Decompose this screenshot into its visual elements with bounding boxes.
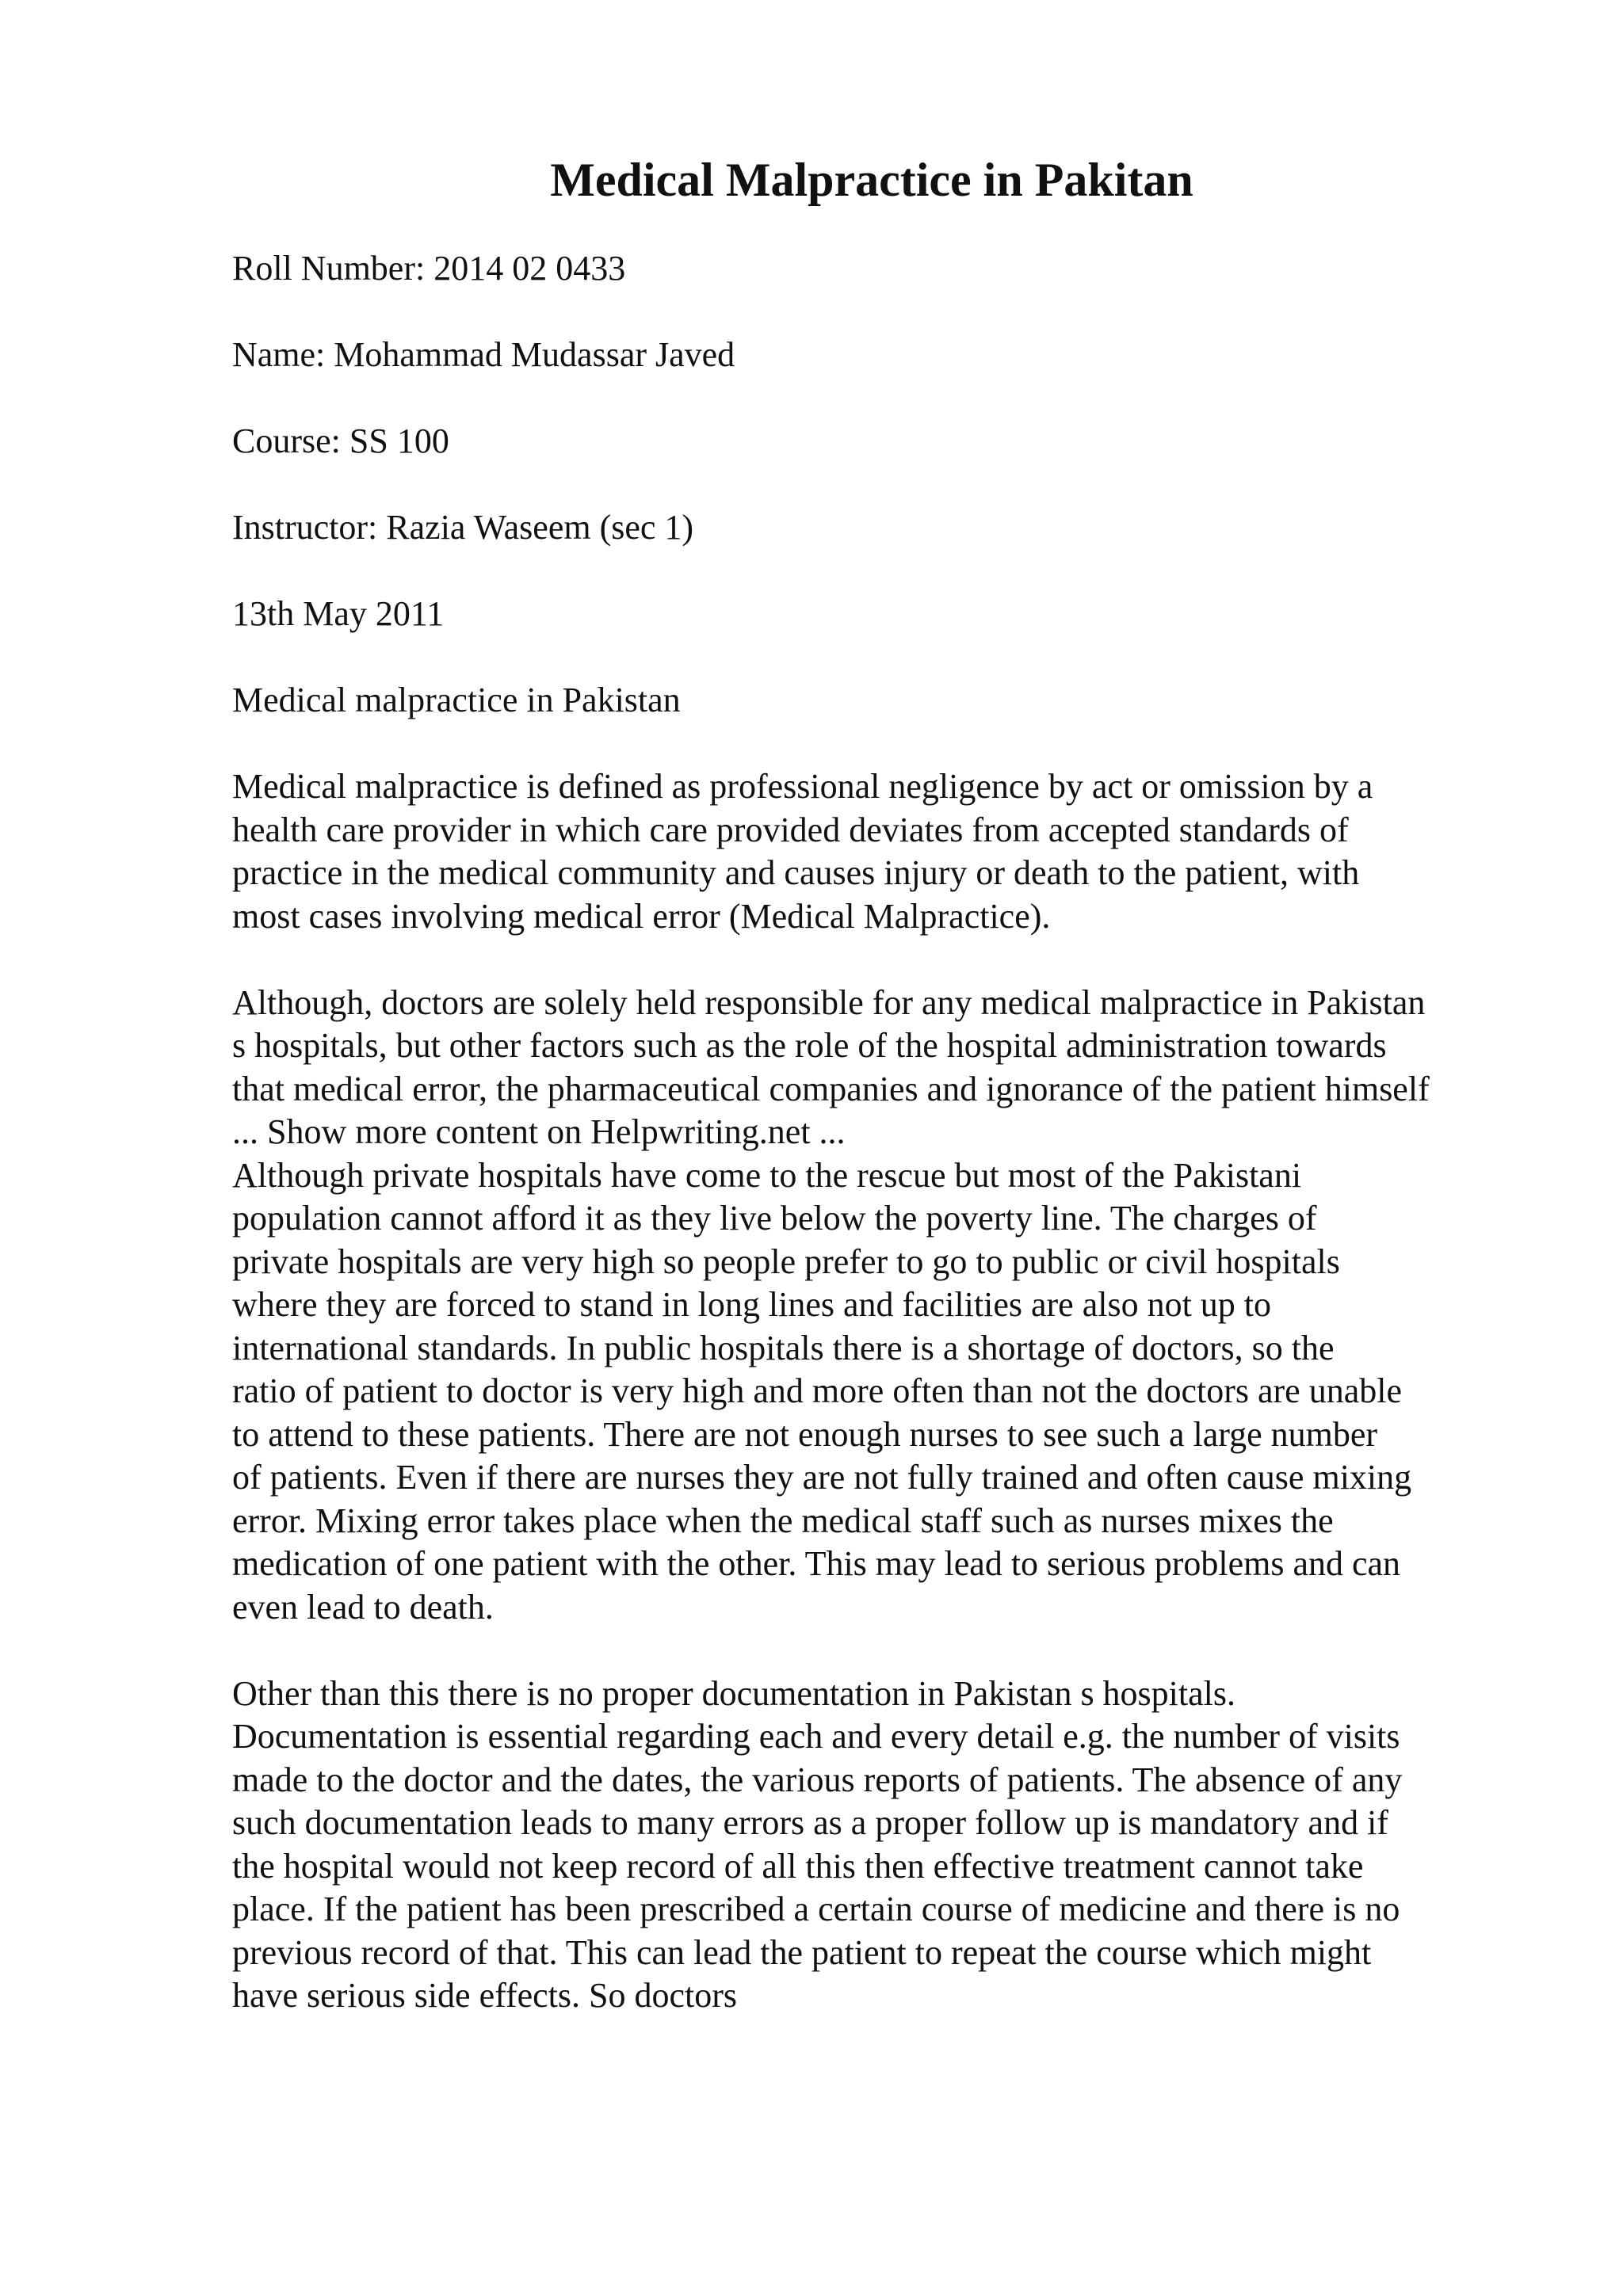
text-line: most cases involving medical error (Medical Malpractice). [232, 896, 1051, 936]
text-line: such documentation leads to many errors as a proper follow up is mandatory and if [232, 1803, 1388, 1842]
text-line: medication of one patient with the other. This may lead to serious problems and can [232, 1544, 1401, 1583]
text-line: Other than this there is no proper documentation in Pakistan s hospitals. [232, 1673, 1236, 1713]
text-line: Medical malpractice is defined as professional negligence by act or omission by a [232, 767, 1373, 806]
document-body [232, 247, 1532, 2061]
text-line: of patients. Even if there are nurses they are not fully trained and often cause mixing [232, 1458, 1412, 1497]
text-line: Although, doctors are solely held responsible for any medical malpractice in Pakistan [232, 982, 1426, 1022]
paragraph-responsibility [232, 982, 1532, 1154]
essay-subject: Medical malpractice in Pakistan [232, 681, 681, 719]
text-line: place. If the patient has been prescribed a certain course of medicine and there is no [232, 1890, 1400, 1928]
roll-number: Roll Number: 2014 02 0433 [232, 249, 626, 288]
text-line: made to the doctor and the dates, the various reports of patients. The absence of any [232, 1760, 1403, 1799]
instructor: Instructor: Razia Waseem (sec 1) [232, 508, 694, 547]
document-title: Medical Malpractice in Pakitan [550, 154, 1193, 206]
text-line: that medical error, the pharmaceutical companies and ignorance of the patient himself [232, 1069, 1430, 1108]
text-line: have serious side effects. So doctors [232, 1976, 738, 2015]
text-line: private hospitals are very high so people prefer to go to public or civil hospitals [232, 1241, 1340, 1281]
text-line: where they are forced to stand in long lines and facilities are also not up to [232, 1285, 1272, 1324]
text-line: Although private hospitals have come to the rescue but most of the Pakistani [232, 1155, 1302, 1195]
student-name: Name: Mohammad Mudassar Javed [232, 335, 735, 374]
text-line: Documentation is essential regarding each and every detail e.g. the number of visits [232, 1717, 1400, 1756]
text-line: s hospitals, but other factors such as the role of the hospital administration towards [232, 1026, 1387, 1065]
text-line: health care provider in which care provided deviates from accepted standards of [232, 810, 1349, 849]
text-line: population cannot afford it as they live below the poverty line. The charges of [232, 1199, 1317, 1238]
text-line: even lead to death. [232, 1587, 494, 1627]
paragraph-documentation [232, 1672, 1532, 2018]
paragraph-definition [232, 765, 1532, 938]
text-line: the hospital would not keep record of all this then effective treatment cannot take [232, 1846, 1364, 1886]
paragraph-private-hospitals [232, 1154, 1532, 1630]
text-line: international standards. In public hospitals there is a shortage of doctors, so the [232, 1328, 1335, 1367]
text-line: error. Mixing error takes place when the medical staff such as nurses mixes the [232, 1501, 1334, 1540]
show-more-link[interactable]: ... Show more content on Helpwriting.net ... [232, 1112, 846, 1151]
text-line: ratio of patient to doctor is very high and more often than not the doctors are unable [232, 1371, 1402, 1410]
text-line: previous record of that. This can lead the patient to repeat the course which might [232, 1932, 1372, 1972]
text-line: to attend to these patients. There are not enough nurses to see such a large number [232, 1414, 1378, 1454]
course: Course: SS 100 [232, 421, 449, 460]
date: 13th May 2011 [232, 594, 445, 633]
text-line: practice in the medical community and causes injury or death to the patient, with [232, 853, 1360, 892]
